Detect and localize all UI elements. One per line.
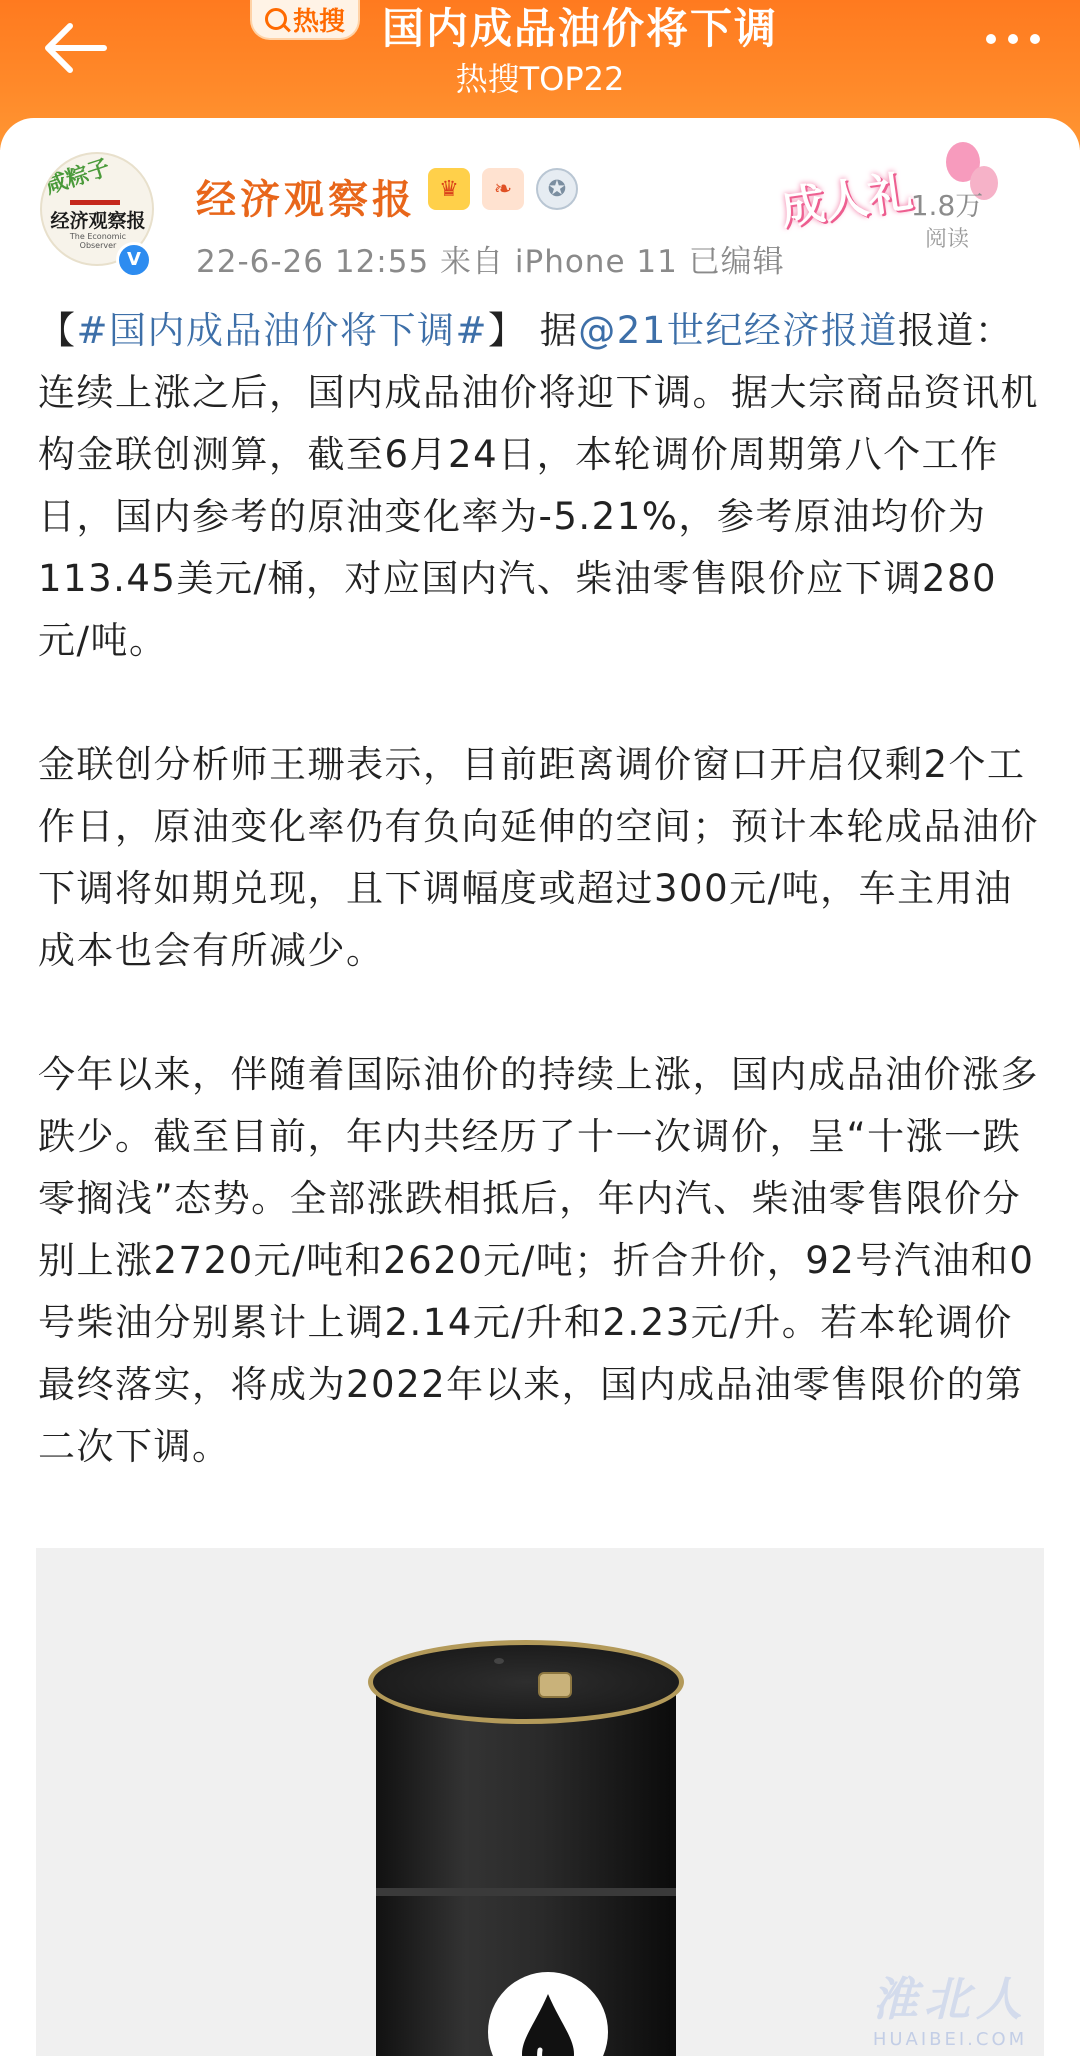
- avatar-logo: 经济观察报: [50, 210, 146, 232]
- hot-label: 热搜: [292, 6, 345, 37]
- author-badges: [428, 168, 578, 210]
- read-count-value: 1.8万: [910, 189, 984, 222]
- avatar-logo-bar: [70, 200, 120, 205]
- mention-link[interactable]: @21世纪经济报道: [578, 309, 898, 352]
- barrel-cap: [538, 1672, 572, 1698]
- watermark: [872, 1963, 1028, 2050]
- barrel-ring: [376, 1888, 676, 1896]
- watermark-main: 淮北人: [872, 1972, 1028, 2026]
- avatar-logo-sub: The Economic Observer: [69, 232, 127, 250]
- medal-icon[interactable]: ✪: [536, 168, 578, 210]
- crown-icon[interactable]: ♛: [428, 168, 470, 210]
- verified-icon: V: [116, 242, 152, 278]
- oil-drop-icon: [518, 1992, 578, 2056]
- fish-icon[interactable]: ❧: [482, 168, 524, 210]
- read-count: [892, 184, 1002, 253]
- more-dots-icon[interactable]: [986, 34, 1040, 44]
- barrel-lid: [368, 1640, 684, 1724]
- dot: [1030, 34, 1040, 44]
- hot-search-badge[interactable]: [250, 0, 360, 40]
- post-body: [38, 300, 1048, 1478]
- read-count-label: 阅读: [924, 227, 969, 252]
- watermark-sub: HUAIBEI.COM: [872, 2029, 1028, 2050]
- avatar-pendant-text: 咸粽子: [42, 155, 113, 200]
- search-icon: [265, 8, 287, 30]
- stamp-text: 成人礼: [777, 166, 916, 235]
- hashtag-link[interactable]: #国内成品油价将下调#: [76, 309, 489, 352]
- author-name[interactable]: 经济观察报: [196, 177, 416, 223]
- paragraph: 今年以来，伴随着国际油价的持续上涨，国内成品油价涨多跌少。截至目前，年内共经历了十一次调价，呈“十涨一跌零搁浅”态势。全部涨跌相抵后，年内汽、柴油零售限价分别上涨2720元/吨和2620元/吨；折合升价，92号汽油和0号柴油分别累计上调2.14元/升和2.23元/升。若本轮调价最终落实，将成为2022年以来，国内成品油零售限价的第二次下调。: [38, 1053, 1039, 1468]
- dot: [986, 34, 996, 44]
- paragraph: [38, 300, 1048, 672]
- dot: [1008, 34, 1018, 44]
- barrel-vent: [494, 1658, 504, 1664]
- paragraph-text: 报道：连续上涨之后，国内成品油价将迎下调。据大宗商品资讯机构金联创测算，截至6月24日，本轮调价周期第八个工作日，国内参考的原油变化率为-5.21%，参考原油均价为113.45美元/桶，对应国内汽、柴油零售限价应下调280元/吨。: [38, 309, 1039, 662]
- page-subtitle: 热搜TOP22: [455, 60, 625, 98]
- bracket-close: 】 据: [488, 309, 579, 352]
- bracket-open: 【: [38, 309, 77, 352]
- page-title: 国内成品油价将下调: [382, 4, 779, 53]
- paragraph: 金联创分析师王珊表示，目前距离调价窗口开启仅剩2个工作日，原油变化率仍有负向延伸的空间；预计本轮成品油价下调将如期兑现，且下调幅度或超过300元/吨，车主用油成本也会有所减少。: [38, 743, 1039, 972]
- post-meta: 22-6-26 12:55 来自 iPhone 11 已编辑: [196, 244, 785, 280]
- post-image[interactable]: [36, 1548, 1044, 2056]
